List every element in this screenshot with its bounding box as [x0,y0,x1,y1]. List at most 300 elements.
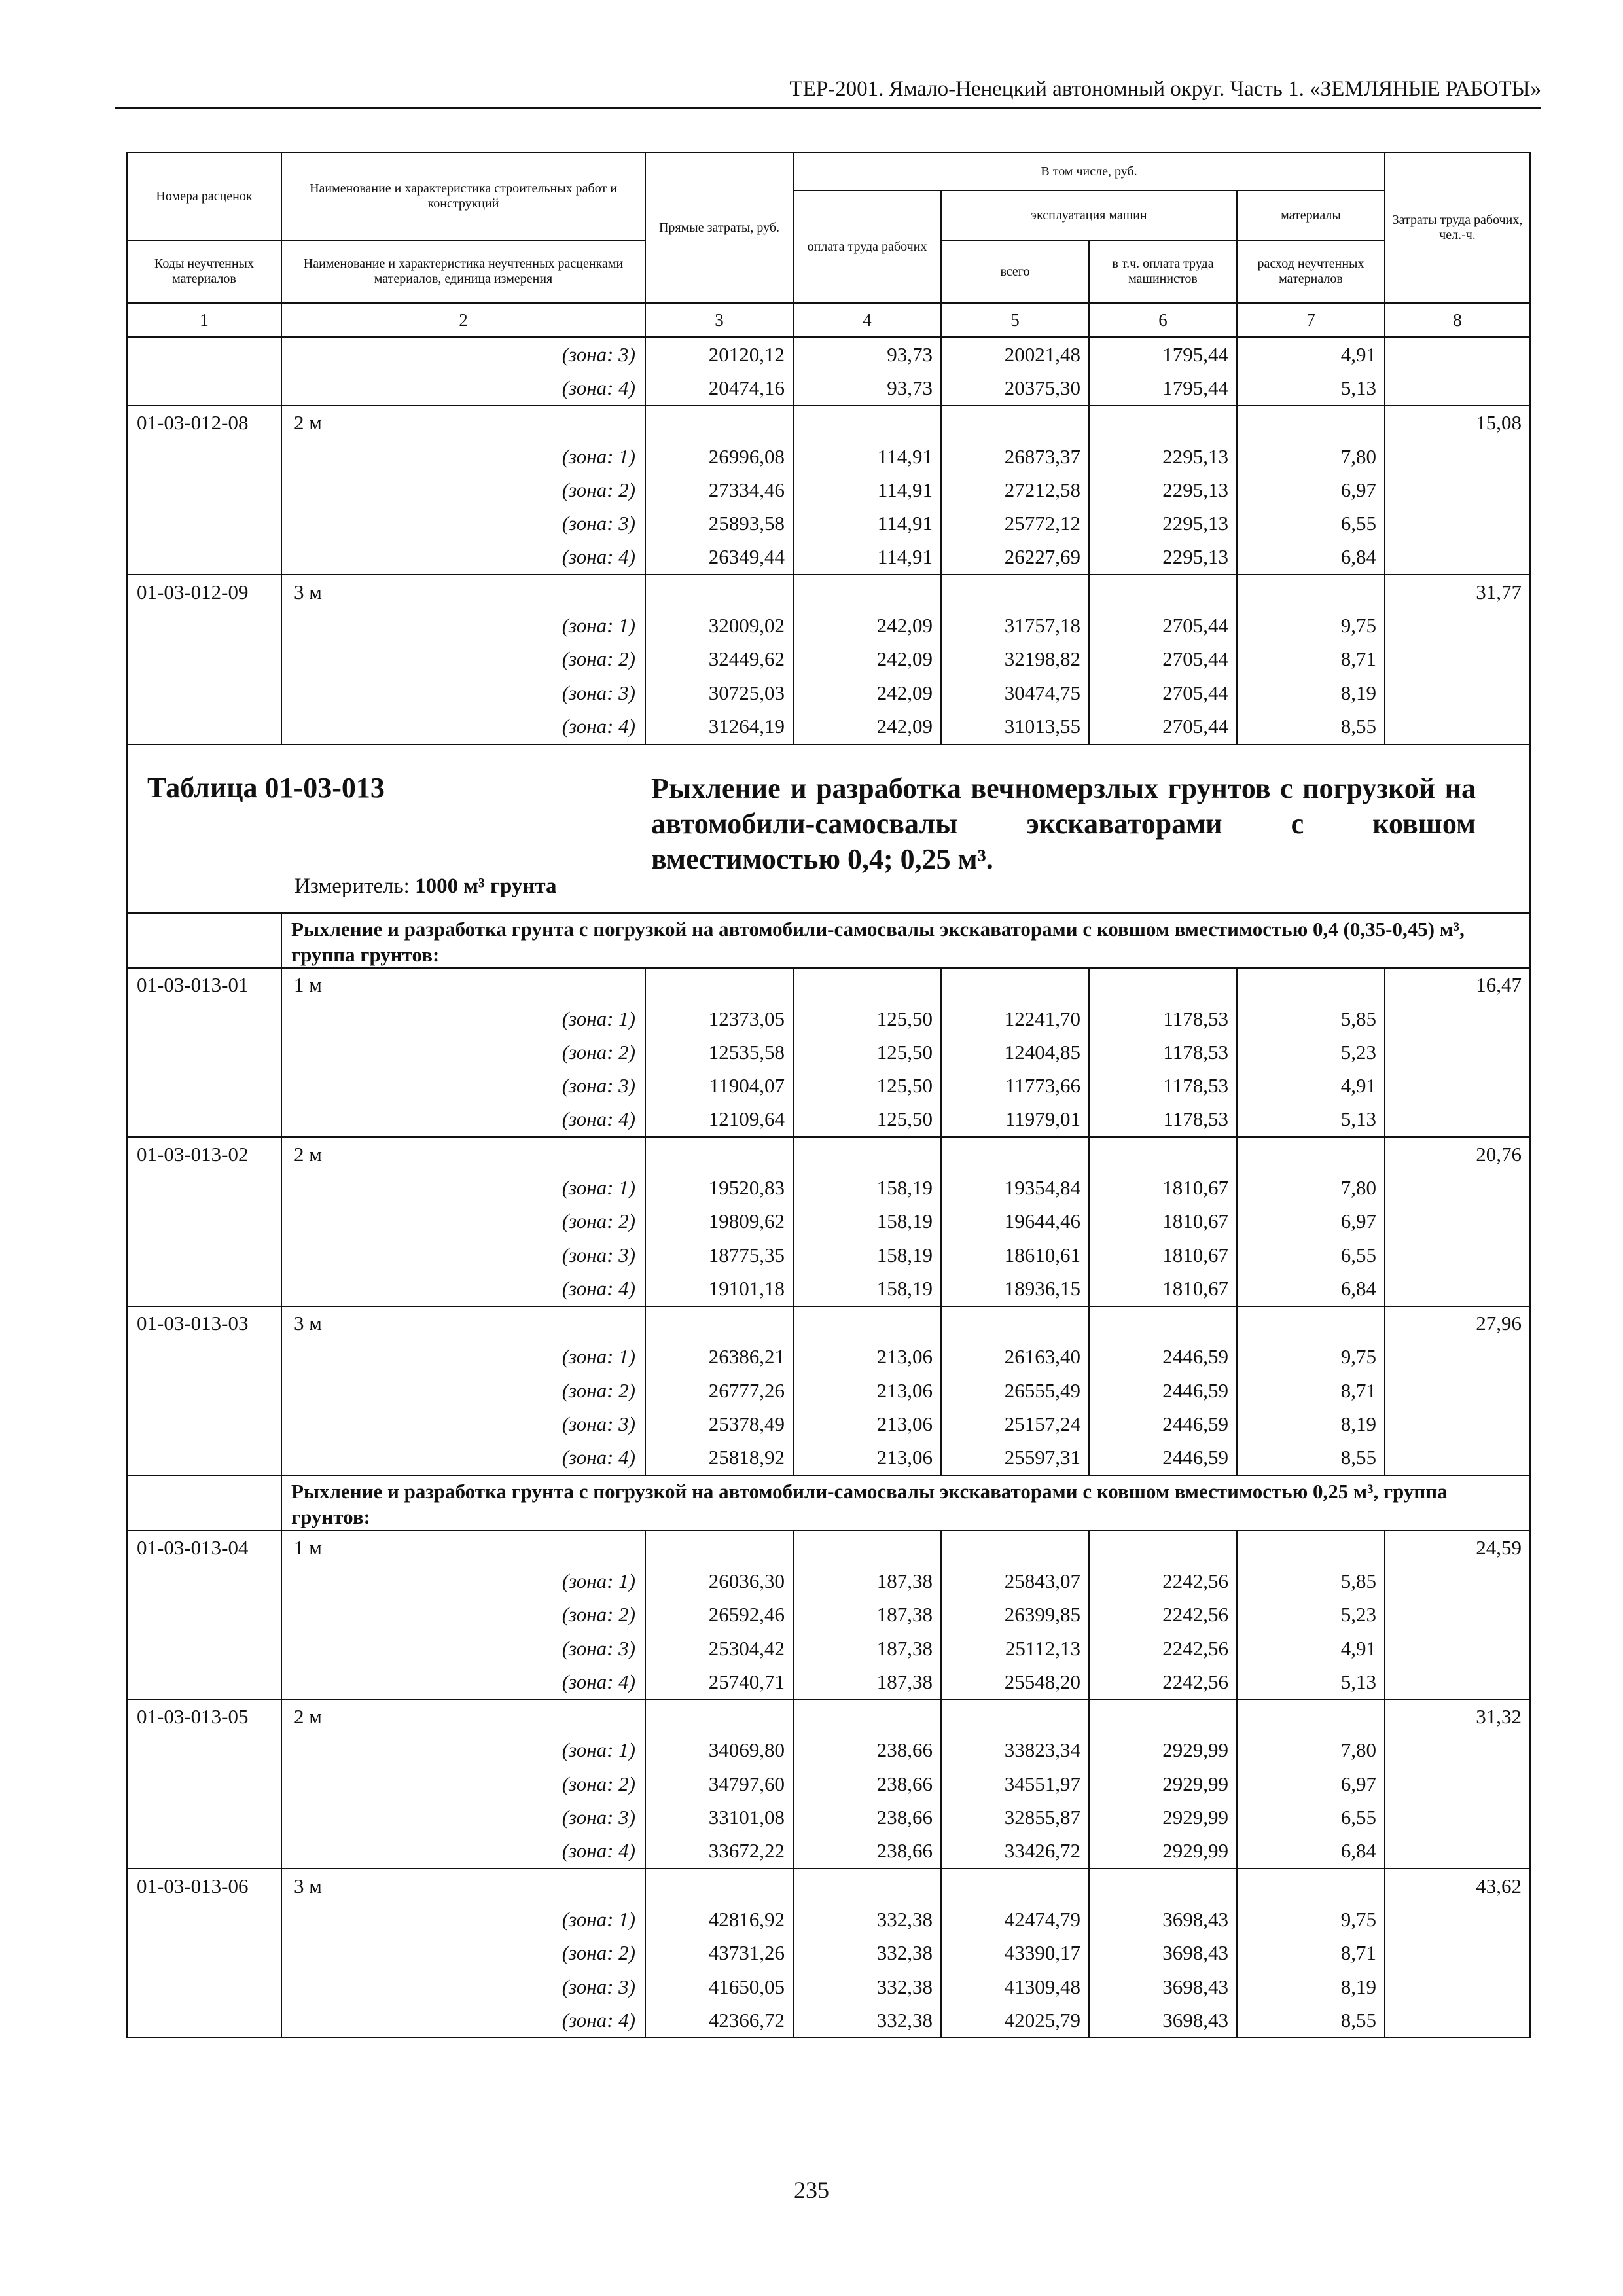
empty-cell [645,1137,793,1171]
value-materials: 6,55 [1237,507,1385,540]
table-row [127,609,1530,642]
value-materials: 6,84 [1237,1835,1385,1869]
value-operators: 2929,99 [1089,1835,1237,1869]
col-head-labor-cost: Затраты труда рабочих, чел.-ч. [1385,152,1530,303]
zone-label: (зона: 1) [281,609,645,642]
zone-label: (зона: 1) [281,440,645,473]
table-row [127,676,1530,709]
labor-cost-cell [1385,1801,1530,1834]
value-labor: 114,91 [793,507,941,540]
value-direct: 25893,58 [645,507,793,540]
table-row [127,1734,1530,1767]
zone-label: (зона: 3) [281,337,645,371]
value-labor: 213,06 [793,1441,941,1475]
rate-name: 2 м [281,1137,645,1171]
table-row [127,1407,1530,1441]
value-materials: 8,55 [1237,2003,1385,2037]
value-labor: 332,38 [793,1970,941,2003]
labor-cost: 24,59 [1385,1530,1530,1564]
empty-cell [793,1530,941,1564]
value-direct: 26996,08 [645,440,793,473]
labor-cost-cell [1385,1441,1530,1475]
value-operators: 2929,99 [1089,1767,1237,1801]
table-row [127,1238,1530,1272]
zone-label: (зона: 1) [281,1171,645,1204]
rate-code: 01-03-012-09 [127,575,281,609]
value-direct: 18775,35 [645,1238,793,1272]
rate-code: 01-03-013-01 [127,968,281,1002]
rate-code: 01-03-013-02 [127,1137,281,1171]
value-direct: 26592,46 [645,1598,793,1632]
section-caption: Рыхление и разработка грунта с погрузкой на автомобили-самосвалы экскаваторами с ковшом вместимостью 0,25 м³, группа грунтов: [281,1475,1530,1530]
value-operators: 2705,44 [1089,609,1237,642]
zone-label: (зона: 2) [281,1374,645,1407]
code-cell [127,1564,281,1598]
value-labor: 238,66 [793,1734,941,1767]
value-direct: 32009,02 [645,609,793,642]
rate-name: 2 м [281,406,645,440]
empty-cell [941,968,1089,1002]
zone-label: (зона: 3) [281,1632,645,1665]
value-direct: 12373,05 [645,1002,793,1035]
value-materials: 6,84 [1237,541,1385,575]
empty-cell [1089,406,1237,440]
labor-cost-cell [1385,1665,1530,1699]
empty-cell [1089,1137,1237,1171]
value-operators: 2446,59 [1089,1340,1237,1374]
value-materials: 5,13 [1237,1103,1385,1137]
code-cell [127,1171,281,1204]
value-materials: 9,75 [1237,1903,1385,1936]
code-cell [127,473,281,507]
value-materials: 8,71 [1237,1374,1385,1407]
value-labor: 332,38 [793,1937,941,1970]
value-direct: 20120,12 [645,337,793,371]
table-row [127,1171,1530,1204]
value-operators: 2929,99 [1089,1801,1237,1834]
col-number: 7 [1237,303,1385,337]
value-direct: 12109,64 [645,1103,793,1137]
value-machines: 32855,87 [941,1801,1089,1834]
labor-cost-cell [1385,1035,1530,1069]
zone-label: (зона: 3) [281,676,645,709]
value-materials: 9,75 [1237,1340,1385,1374]
code-cell [127,1205,281,1238]
col-head-name-top: Наименование и характеристика строительных работ и конструкций [281,152,645,240]
value-operators: 2242,56 [1089,1632,1237,1665]
code-cell [127,1272,281,1306]
value-labor: 332,38 [793,2003,941,2037]
value-operators: 2705,44 [1089,643,1237,676]
code-cell [127,1374,281,1407]
value-machines: 18936,15 [941,1272,1089,1306]
table-number: Таблица 01-03-013 [147,771,385,804]
code-cell [127,1407,281,1441]
value-operators: 3698,43 [1089,2003,1237,2037]
zone-label: (зона: 3) [281,1238,645,1272]
table-row [127,473,1530,507]
zone-label: (зона: 3) [281,1069,645,1102]
table-row [127,1374,1530,1407]
value-materials: 4,91 [1237,1069,1385,1102]
zone-label: (зона: 3) [281,507,645,540]
labor-cost: 20,76 [1385,1137,1530,1171]
empty-cell [645,1530,793,1564]
value-machines: 26873,37 [941,440,1089,473]
col-number: 3 [645,303,793,337]
zone-label: (зона: 3) [281,1407,645,1441]
labor-cost-cell [1385,1171,1530,1204]
empty-cell [941,1869,1089,1903]
table-title-row [127,744,1530,913]
value-materials: 8,71 [1237,643,1385,676]
code-cell [127,541,281,575]
meter-value: 1000 м³ грунта [415,874,557,898]
zone-label: (зона: 2) [281,1767,645,1801]
value-materials: 6,55 [1237,1801,1385,1834]
value-operators: 3698,43 [1089,1937,1237,1970]
table-row [127,1564,1530,1598]
value-machines: 25843,07 [941,1564,1089,1598]
group-header-row [127,1869,1530,1903]
zone-label: (зона: 4) [281,2003,645,2037]
empty-cell [1237,575,1385,609]
value-labor: 114,91 [793,473,941,507]
zone-label: (зона: 2) [281,1598,645,1632]
value-materials: 7,80 [1237,440,1385,473]
value-labor: 187,38 [793,1665,941,1699]
rate-name: 1 м [281,1530,645,1564]
value-direct: 19101,18 [645,1272,793,1306]
labor-cost-cell [1385,1970,1530,2003]
code-cell [127,609,281,642]
value-labor: 158,19 [793,1205,941,1238]
value-operators: 1795,44 [1089,371,1237,405]
empty-cell [1089,575,1237,609]
value-labor: 158,19 [793,1238,941,1272]
section-caption-row [127,913,1530,968]
code-cell [127,1734,281,1767]
running-header: ТЕР-2001. Ямало-Ненецкий автономный округ. Часть 1. «ЗЕМЛЯНЫЕ РАБОТЫ» [115,77,1541,109]
table-row [127,1069,1530,1102]
caption-code-cell [127,913,281,968]
labor-cost-cell [1385,1205,1530,1238]
value-labor: 114,91 [793,440,941,473]
empty-cell [941,406,1089,440]
empty-cell [1237,1306,1385,1340]
value-machines: 25772,12 [941,507,1089,540]
group-header-row [127,406,1530,440]
labor-cost-cell [1385,609,1530,642]
value-operators: 1810,67 [1089,1238,1237,1272]
page-number: 235 [794,2177,829,2203]
table-row [127,1801,1530,1834]
group-header-row [127,1700,1530,1734]
value-operators: 2242,56 [1089,1598,1237,1632]
empty-cell [645,1700,793,1734]
value-operators: 1178,53 [1089,1035,1237,1069]
value-labor: 93,73 [793,371,941,405]
value-machines: 34551,97 [941,1767,1089,1801]
code-cell [127,643,281,676]
value-machines: 20375,30 [941,371,1089,405]
table-title: Рыхление и разработка вечномерзлых грунтов с погрузкой на автомобили-самосвалы экскаваторами с ковшом вместимостью 0,4; 0,25 м³. [651,772,1476,875]
col-head-materials: материалы [1237,190,1385,240]
code-cell [127,1002,281,1035]
col-head-code-bottom: Коды неучтенных материалов [127,240,281,303]
zone-label: (зона: 2) [281,643,645,676]
table-row [127,1970,1530,2003]
rate-code: 01-03-013-06 [127,1869,281,1903]
empty-cell [941,575,1089,609]
table-row [127,709,1530,744]
value-machines: 31013,55 [941,709,1089,744]
value-operators: 2242,56 [1089,1564,1237,1598]
col-number: 4 [793,303,941,337]
labor-cost: 31,32 [1385,1700,1530,1734]
value-direct: 43731,26 [645,1937,793,1970]
table-row [127,1441,1530,1475]
value-materials: 5,13 [1237,1665,1385,1699]
zone-label: (зона: 2) [281,1205,645,1238]
table-row [127,1767,1530,1801]
value-labor: 213,06 [793,1407,941,1441]
col-head-machines: эксплуатация машин [941,190,1237,240]
value-materials: 8,19 [1237,1407,1385,1441]
code-cell [127,676,281,709]
value-machines: 19354,84 [941,1171,1089,1204]
col-head-machines-total: всего [941,240,1089,303]
zone-label: (зона: 2) [281,1035,645,1069]
table-row [127,1835,1530,1869]
value-operators: 2929,99 [1089,1734,1237,1767]
code-cell [127,1767,281,1801]
value-machines: 18610,61 [941,1238,1089,1272]
value-direct: 19809,62 [645,1205,793,1238]
labor-cost-cell [1385,1937,1530,1970]
value-labor: 158,19 [793,1272,941,1306]
value-machines: 31757,18 [941,609,1089,642]
col-number: 6 [1089,303,1237,337]
value-machines: 26163,40 [941,1340,1089,1374]
table-row [127,2003,1530,2037]
labor-cost-cell [1385,337,1530,371]
code-cell [127,337,281,371]
col-number: 8 [1385,303,1530,337]
value-labor: 242,09 [793,643,941,676]
zone-label: (зона: 3) [281,1801,645,1834]
zone-label: (зона: 1) [281,1734,645,1767]
col-head-labor: оплата труда рабочих [793,190,941,303]
col-head-code-top: Номера расценок [127,152,281,240]
labor-cost-cell [1385,371,1530,405]
code-cell [127,1970,281,2003]
value-operators: 1178,53 [1089,1103,1237,1137]
value-machines: 42025,79 [941,2003,1089,2037]
zone-label: (зона: 4) [281,371,645,405]
col-number: 2 [281,303,645,337]
table-row [127,507,1530,540]
rate-name: 1 м [281,968,645,1002]
value-labor: 213,06 [793,1374,941,1407]
code-cell [127,1103,281,1137]
rate-code: 01-03-013-05 [127,1700,281,1734]
code-cell [127,1035,281,1069]
value-machines: 12404,85 [941,1035,1089,1069]
group-header-row [127,1137,1530,1171]
value-direct: 26349,44 [645,541,793,575]
table-row [127,1665,1530,1699]
zone-label: (зона: 4) [281,1441,645,1475]
value-machines: 26399,85 [941,1598,1089,1632]
value-machines: 25112,13 [941,1632,1089,1665]
value-labor: 242,09 [793,709,941,744]
value-materials: 5,23 [1237,1598,1385,1632]
value-materials: 4,91 [1237,337,1385,371]
code-cell [127,709,281,744]
empty-cell [1089,968,1237,1002]
code-cell [127,1441,281,1475]
table-row [127,440,1530,473]
table-row [127,541,1530,575]
value-labor: 187,38 [793,1632,941,1665]
rate-name: 3 м [281,1869,645,1903]
labor-cost-cell [1385,1767,1530,1801]
labor-cost: 15,08 [1385,406,1530,440]
value-machines: 33823,34 [941,1734,1089,1767]
empty-cell [941,1306,1089,1340]
col-number: 5 [941,303,1089,337]
empty-cell [645,1306,793,1340]
value-direct: 27334,46 [645,473,793,507]
code-cell [127,1903,281,1936]
empty-cell [645,575,793,609]
zone-label: (зона: 1) [281,1340,645,1374]
group-header-row [127,1306,1530,1340]
table-row [127,1002,1530,1035]
value-operators: 2705,44 [1089,676,1237,709]
value-operators: 2242,56 [1089,1665,1237,1699]
rates-table-body [127,152,1530,2037]
empty-cell [1237,1137,1385,1171]
empty-cell [1089,1869,1237,1903]
value-direct: 42366,72 [645,2003,793,2037]
meter-label: Измеритель: [294,874,410,898]
code-cell [127,1238,281,1272]
col-head-direct: Прямые затраты, руб. [645,152,793,303]
value-direct: 25740,71 [645,1665,793,1699]
rates-table [126,152,1531,2038]
table-title-block [128,745,1529,912]
value-direct: 34797,60 [645,1767,793,1801]
empty-cell [793,406,941,440]
zone-label: (зона: 4) [281,1103,645,1137]
empty-cell [1237,1700,1385,1734]
labor-cost-cell [1385,1002,1530,1035]
empty-cell [645,406,793,440]
value-machines: 43390,17 [941,1937,1089,1970]
value-labor: 125,50 [793,1103,941,1137]
empty-cell [793,968,941,1002]
labor-cost: 27,96 [1385,1306,1530,1340]
empty-cell [793,1137,941,1171]
value-direct: 12535,58 [645,1035,793,1069]
empty-cell [645,968,793,1002]
value-machines: 32198,82 [941,643,1089,676]
zone-label: (зона: 4) [281,541,645,575]
empty-cell [645,1869,793,1903]
value-materials: 8,19 [1237,676,1385,709]
value-labor: 187,38 [793,1564,941,1598]
value-machines: 25597,31 [941,1441,1089,1475]
rate-code: 01-03-013-04 [127,1530,281,1564]
value-machines: 41309,48 [941,1970,1089,2003]
labor-cost: 43,62 [1385,1869,1530,1903]
labor-cost-cell [1385,1103,1530,1137]
value-labor: 242,09 [793,676,941,709]
value-materials: 8,19 [1237,1970,1385,2003]
value-direct: 31264,19 [645,709,793,744]
value-materials: 6,97 [1237,473,1385,507]
zone-label: (зона: 4) [281,1665,645,1699]
value-materials: 5,85 [1237,1564,1385,1598]
table-row [127,1035,1530,1069]
value-direct: 32449,62 [645,643,793,676]
rate-name: 2 м [281,1700,645,1734]
value-machines: 25157,24 [941,1407,1089,1441]
value-direct: 30725,03 [645,676,793,709]
value-machines: 26555,49 [941,1374,1089,1407]
zone-label: (зона: 4) [281,1272,645,1306]
value-labor: 238,66 [793,1835,941,1869]
empty-cell [1237,968,1385,1002]
table-row [127,1903,1530,1936]
labor-cost-cell [1385,1734,1530,1767]
table-row [127,643,1530,676]
section-caption: Рыхление и разработка грунта с погрузкой на автомобили-самосвалы экскаваторами с ковшом вместимостью 0,4 (0,35-0,45) м³, группа грунтов: [281,913,1530,968]
value-materials: 5,13 [1237,371,1385,405]
value-machines: 33426,72 [941,1835,1089,1869]
value-direct: 20474,16 [645,371,793,405]
caption-code-cell [127,1475,281,1530]
value-materials: 8,55 [1237,1441,1385,1475]
labor-cost-cell [1385,507,1530,540]
labor-cost-cell [1385,2003,1530,2037]
meter [294,874,557,899]
empty-cell [1237,1869,1385,1903]
value-materials: 6,97 [1237,1205,1385,1238]
labor-cost: 16,47 [1385,968,1530,1002]
code-cell [127,1069,281,1102]
code-cell [127,507,281,540]
value-direct: 41650,05 [645,1970,793,2003]
value-machines: 11979,01 [941,1103,1089,1137]
table-row [127,1632,1530,1665]
table-row [127,1340,1530,1374]
code-cell [127,2003,281,2037]
col-head-materials-sub: расход неучтенных материалов [1237,240,1385,303]
group-header-row [127,968,1530,1002]
value-direct: 11904,07 [645,1069,793,1102]
value-direct: 34069,80 [645,1734,793,1767]
empty-cell [1089,1306,1237,1340]
value-materials: 6,97 [1237,1767,1385,1801]
labor-cost-cell [1385,440,1530,473]
value-operators: 1810,67 [1089,1171,1237,1204]
empty-cell [793,1869,941,1903]
value-operators: 2446,59 [1089,1374,1237,1407]
value-operators: 2295,13 [1089,541,1237,575]
